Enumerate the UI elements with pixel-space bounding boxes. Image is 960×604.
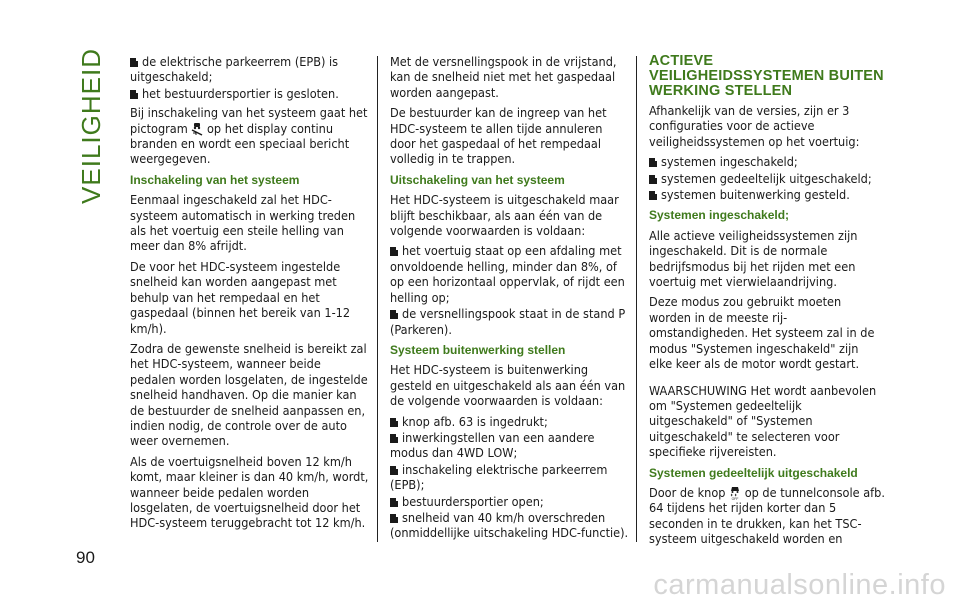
paragraph: Als de voertuigsnelheid boven 12 km/h komt, maar kleiner is dan 40 km/h, wordt, wanneer beide pedalen worden losgelaten, de voertuigsnelheid door het HDC-systeem teruggebracht tot 12 km/h. bbox=[130, 453, 369, 531]
bullet-marker-icon bbox=[390, 418, 398, 427]
bullet-marker-icon bbox=[649, 175, 657, 184]
subheading: Systeem buitenwerking stellen bbox=[390, 342, 566, 357]
bullet-marker-icon bbox=[130, 58, 138, 67]
hill-descent-icon bbox=[191, 122, 203, 136]
bullet-marker-icon bbox=[390, 247, 398, 256]
paragraph: Alle actieve veiligheidssystemen zijn ingeschakeld. Dit is de normale bedrijfsmodus bij het rijden met een voertuig met vierwielaandrijving. bbox=[649, 227, 858, 290]
bullet-marker-icon bbox=[390, 498, 398, 507]
bullet-item: de elektrische parkeerrem (EPB) is uitgeschakeld; bbox=[130, 54, 339, 85]
bullet-marker-icon bbox=[390, 434, 398, 443]
column-2 bbox=[390, 54, 630, 542]
bullet-item: inwerkingstellen van een aandere modus dan 4WD LOW; bbox=[390, 429, 595, 461]
bullet-item: inschakeling elektrische parkeerrem (EPB); bbox=[390, 461, 608, 493]
page-number: 90 bbox=[76, 548, 95, 567]
paragraph: De voor het HDC-systeem ingestelde snelheid kan worden aangepast met behulp van het rempedaal en het gaspedaal (binnen het bereik van 1-12 km/h). bbox=[130, 258, 351, 336]
paragraph: Bij inschakeling van het systeem gaat het pictogram op het display continu branden en wordt een speciaal bericht weergegeven. bbox=[130, 105, 368, 167]
bullet-item: systemen ingeschakeld; bbox=[649, 154, 885, 169]
bullet-item: knop afb. 63 is ingedrukt; bbox=[390, 414, 630, 429]
subheading: Systemen gedeeltelijk uitgeschakeld bbox=[649, 465, 858, 480]
bullet-marker-icon bbox=[390, 466, 398, 475]
column-3 bbox=[649, 54, 885, 552]
bullet-item: systemen buitenwerking gesteld. bbox=[649, 187, 885, 202]
bullet-marker-icon bbox=[390, 310, 398, 319]
bullet-item: snelheid van 40 km/h overschreden (onmiddellijke uitschakeling HDC-functie). bbox=[390, 509, 629, 541]
paragraph: Met de versnellingspook in de vrijstand, kan de snelheid niet met het gaspedaal worden aangepast. bbox=[390, 54, 617, 100]
warning-paragraph: WAARSCHUWING Het wordt aanbevolen om "Systemen gedeeltelijk uitgeschakeld" of "Systemen uitgeschakeld" te selecteren voor specifieke rijvereisten. bbox=[649, 382, 877, 460]
bullet-marker-icon bbox=[390, 514, 398, 523]
subheading: Inschakeling van het systeem bbox=[130, 172, 300, 187]
section-title: ACTIEVE VEILIGHEIDSSYSTEMEN BUITEN WERKING STELLEN bbox=[649, 53, 884, 99]
paragraph: De bestuurder kan de ingreep van het HDC-systeem te allen tijde annuleren door het gaspedaal of het rempedaal volledig in te trappen. bbox=[390, 105, 607, 167]
paragraph: Zodra de gewenste snelheid is bereikt zal het HDC-systeem, wanneer beide pedalen worden losgelaten, de ingestelde snelheid handhaven. Op die manier kan de bestuurder de snelheid aanpassen en, indien nodig, de controle over de auto weer overnemen. bbox=[130, 340, 368, 449]
paragraph: Door de knop OFF op de tunnelconsole afb. 64 tijdens het rijden korter dan 5 seconden in te drukken, kan het TSC-systeem uitgeschakeld worden en bbox=[649, 484, 885, 547]
bullet-item: het voertuig staat op een afdaling met onvoldoende helling, minder dan 8%, of op een horizontaal oppervlak, of rijdt een helling op; bbox=[390, 243, 625, 305]
bullet-item: systemen gedeeltelijk uitgeschakeld; bbox=[649, 171, 885, 186]
bullet-item: de versnellingspook staat in de stand P (Parkeren). bbox=[390, 306, 626, 337]
subheading: Uitschakeling van het systeem bbox=[390, 172, 565, 187]
bullet-marker-icon bbox=[649, 158, 657, 167]
paragraph: Het HDC-systeem is buitenwerking gesteld en uitgeschakeld als aan één van de volgende voorwaarden is voldaan: bbox=[390, 362, 626, 409]
bullet-item: bestuurdersportier open; bbox=[390, 494, 630, 509]
section-side-label bbox=[76, 48, 106, 204]
bullet-item: het bestuurdersportier is gesloten. bbox=[130, 86, 370, 101]
column-divider bbox=[636, 56, 637, 542]
svg-text:OFF: OFF bbox=[731, 496, 739, 500]
bullet-marker-icon bbox=[130, 90, 138, 99]
paragraph: Eenmaal ingeschakeld zal het HDC-systeem automatisch in werking treden als het voertuig een steile helling van meer dan 8% afrijdt. bbox=[130, 192, 356, 254]
bullet-marker-icon bbox=[649, 191, 657, 200]
watermark: carmanualsonline.info bbox=[653, 569, 946, 601]
section-side-label-text: VEILIGHEID bbox=[76, 48, 106, 204]
subheading: Systemen ingeschakeld; bbox=[649, 208, 790, 223]
column-1 bbox=[130, 54, 370, 536]
paragraph: Afhankelijk van de versies, zijn er 3 configuraties voor de actieve veiligheidssystemen op het voertuig: bbox=[649, 103, 860, 149]
paragraph: Het HDC-systeem is uitgeschakeld maar blijft beschikbaar, als aan één van de volgende voorwaarden is voldaan: bbox=[390, 192, 619, 239]
esc-off-icon bbox=[729, 486, 741, 500]
column-divider bbox=[377, 56, 378, 542]
paragraph: Deze modus zou gebruikt moeten worden in de meeste rij-omstandigheden. Het systeem zal in de modus "Systemen ingeschakeld" zijn elke keer als de motor wordt gestart. bbox=[649, 294, 875, 372]
